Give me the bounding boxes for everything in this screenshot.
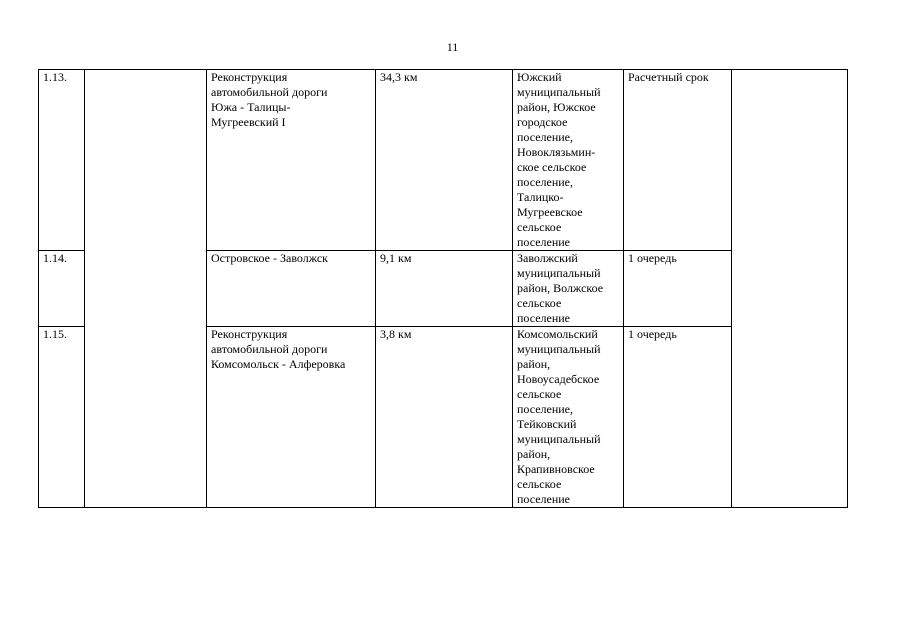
road-length: 9,1 км: [376, 251, 513, 327]
page-number: 11: [446, 40, 459, 54]
location: Южский муниципальный район, Южское городское поселение, Новоклязьмин- ское сельское поселение, Талицко- Мугреевское сельское поселение: [513, 70, 624, 251]
roads-table: [38, 69, 848, 508]
location: Комсомольский муниципальный район, Новоусадебское сельское поселение, Тейковский муниципальный район, Крапивновское сельское поселение: [513, 327, 624, 508]
road-length: 3,8 км: [376, 327, 513, 508]
object-name: Реконструкция автомобильной дороги Южа - Талицы- Мугреевский I: [207, 70, 376, 251]
object-name: Реконструкция автомобильной дороги Комсомольск - Алферовка: [207, 327, 376, 508]
object-name: Островское - Заволжск: [207, 251, 376, 327]
location: Заволжский муниципальный район, Волжское сельское поселение: [513, 251, 624, 327]
implementation-term: Расчетный срок: [624, 70, 732, 251]
row-number: 1.15.: [39, 327, 85, 508]
empty-group-cell: [85, 70, 207, 508]
road-length: 34,3 км: [376, 70, 513, 251]
empty-notes-cell: [732, 70, 848, 508]
table-row: [39, 70, 848, 251]
row-number: 1.14.: [39, 251, 85, 327]
row-number: 1.13.: [39, 70, 85, 251]
implementation-term: 1 очередь: [624, 327, 732, 508]
implementation-term: 1 очередь: [624, 251, 732, 327]
